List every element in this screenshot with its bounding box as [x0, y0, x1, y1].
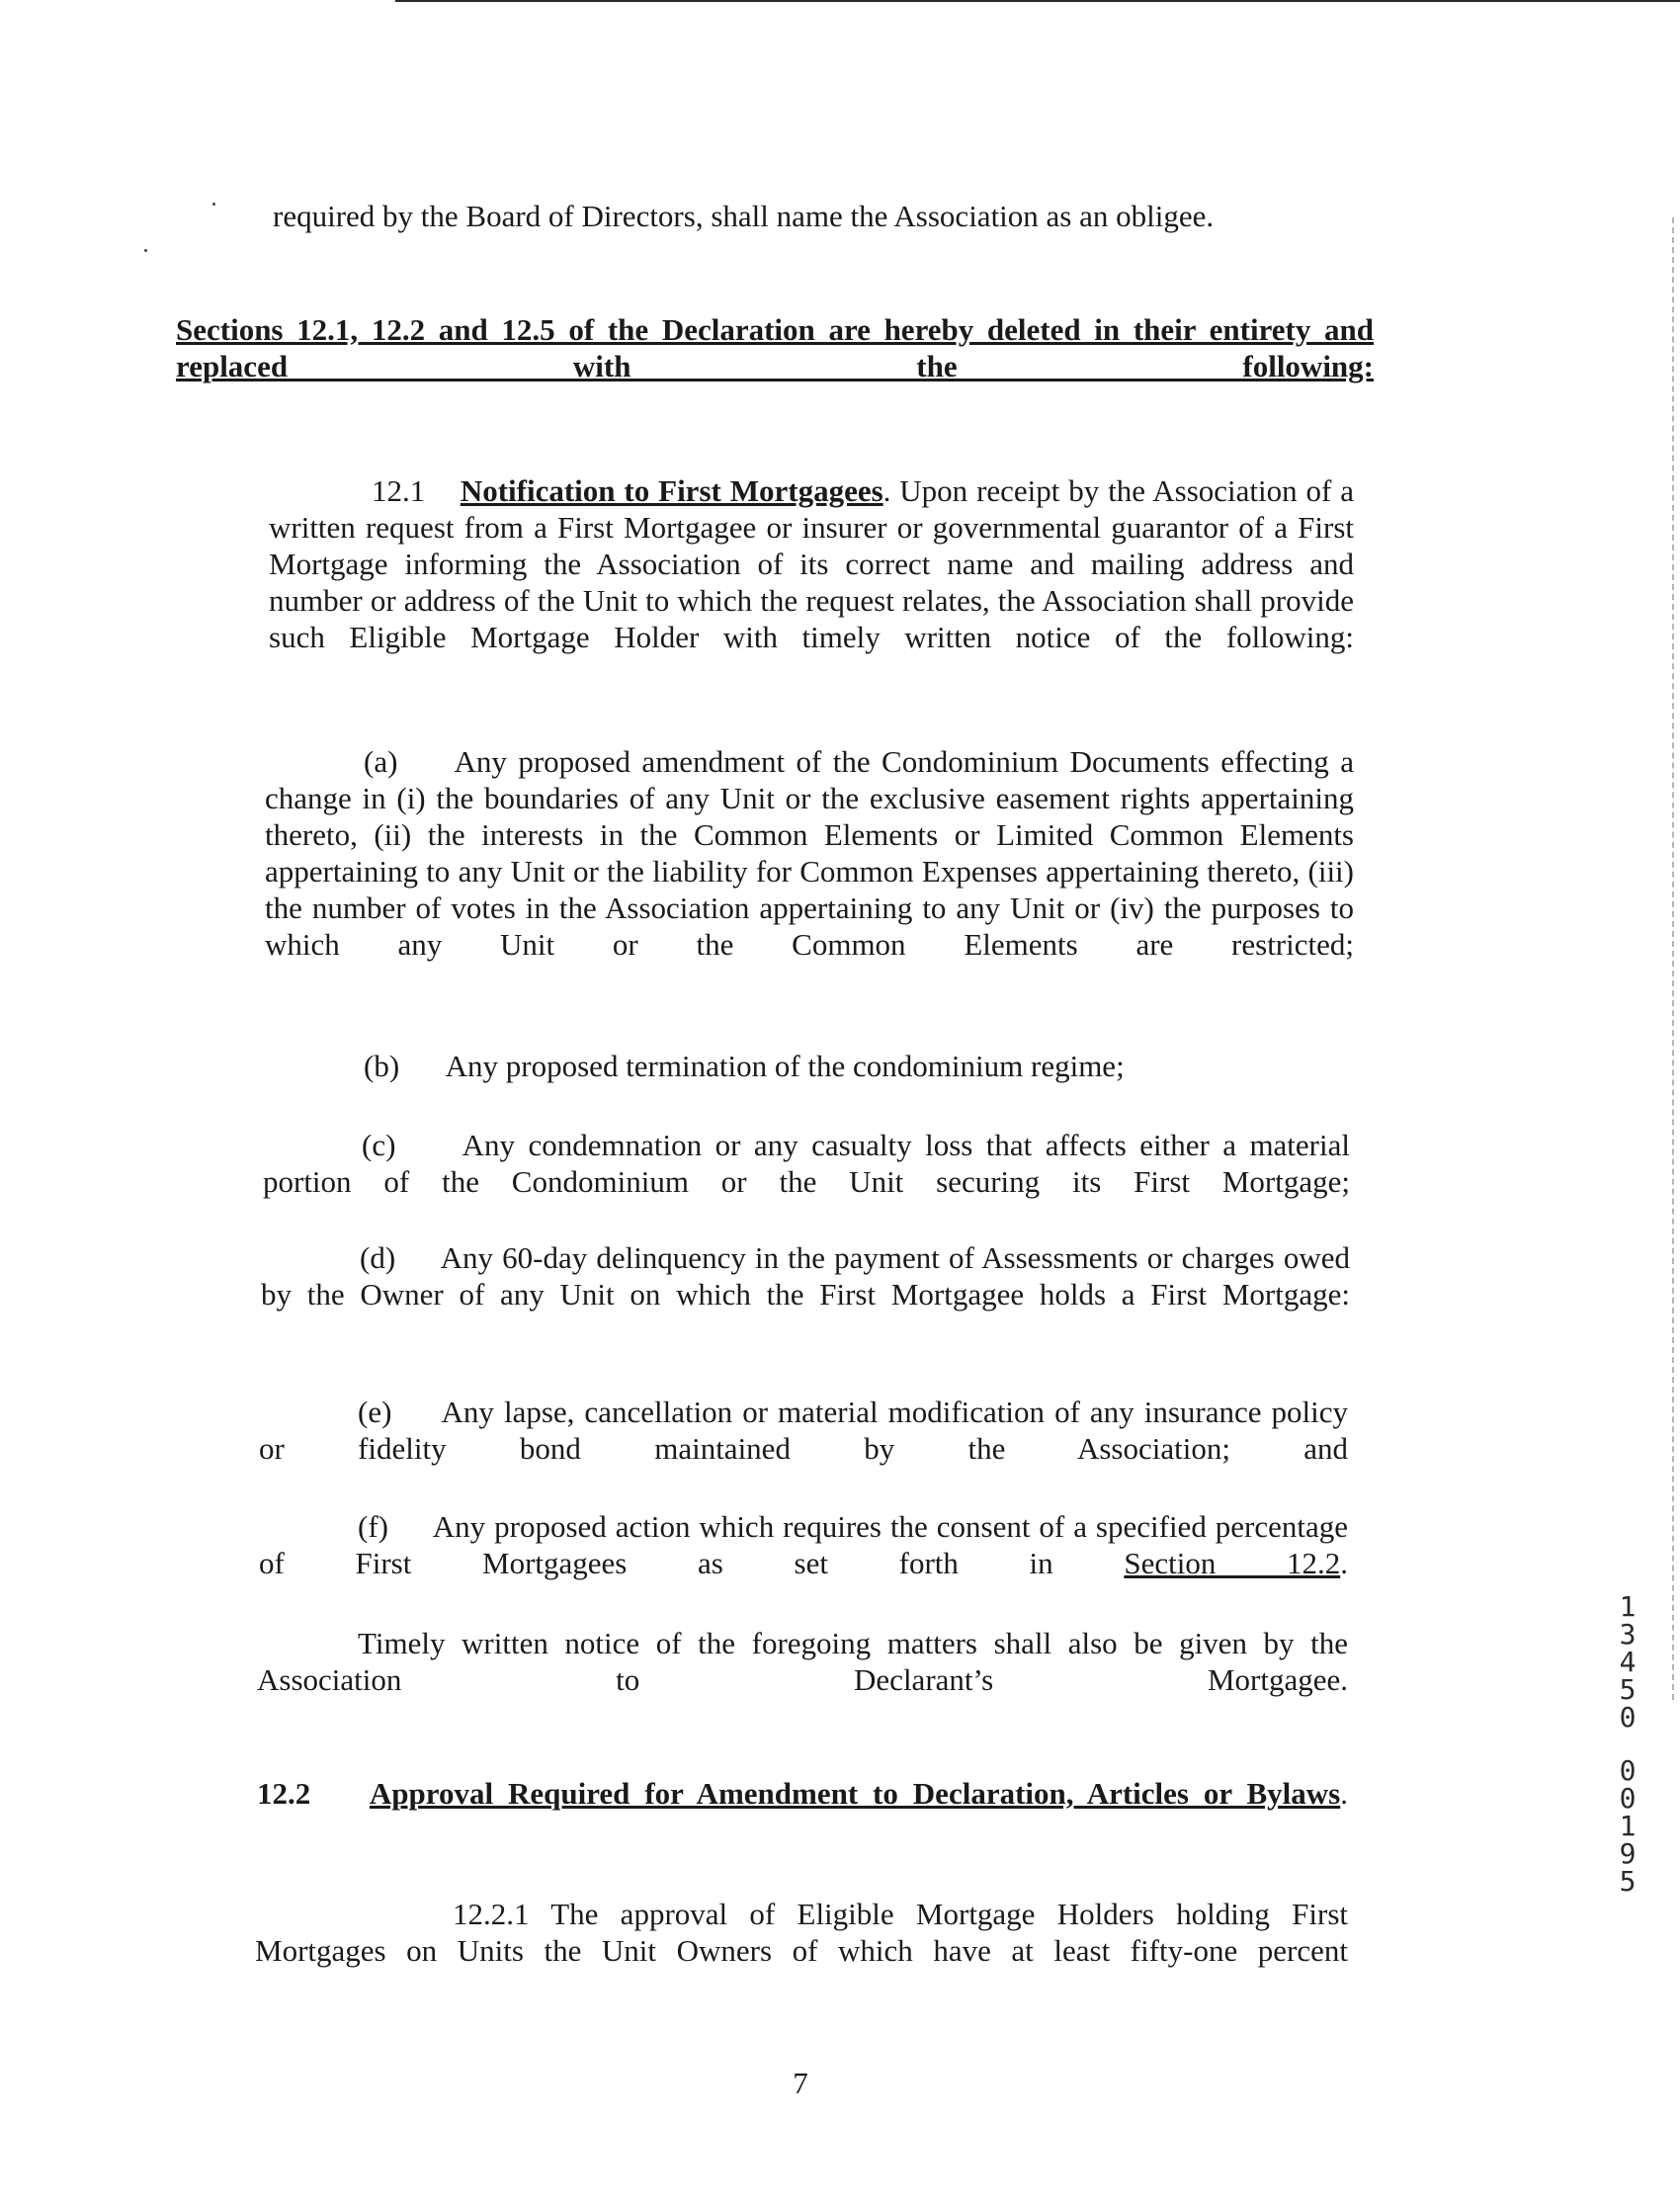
section-number-12-2: 12.2: [257, 1776, 311, 1811]
section-title-12-1: Notification to First Mortgagees: [460, 473, 883, 508]
list-item-d: [261, 1239, 1350, 1313]
paragraph-12-2-1: 12.2.1 The approval of Eligible Mortgage Holders holding First Mortgages on Units the Unit Owners of which have at least fifty-one percent: [255, 1897, 1348, 1968]
list-text-c: Any condemnation or any casualty loss that affects either a material portion of the Condominium or the Unit securing its First Mortgage;: [263, 1128, 1350, 1199]
list-item-b: [364, 1048, 1354, 1084]
margin-digit: 5: [1619, 1865, 1637, 1898]
margin-digit: 3: [1619, 1618, 1637, 1651]
list-text-b: Any proposed termination of the condominium regime;: [445, 1049, 1125, 1083]
section-body-12-1: . Upon receipt by the Association of a written request from a First Mortgagee or insurer or governmental guarantor of a First Mortgage informing the Association of its correct name and mailing address and number or address of the Unit to which the request relates, the Association shall provide such Eligible Mortgage Holder with timely written notice of the following:: [269, 473, 1354, 654]
list-item-c: [263, 1127, 1350, 1200]
margin-digit: 0: [1619, 1701, 1637, 1734]
list-label-e: (e): [358, 1395, 392, 1429]
margin-digit: 1: [1619, 1590, 1637, 1623]
section-heading-12-2: [257, 1775, 1348, 1812]
scan-top-rule: [395, 0, 1680, 2]
section-heading: Sections 12.1, 12.2 and 12.5 of the Declaration are hereby deleted in their entirety and replaced with the following:: [176, 312, 1374, 383]
top-continuation-text: required by the Board of Directors, shall name the Association as an obligee.: [273, 199, 1215, 233]
section-12-2-reference: Section 12.2: [1124, 1546, 1341, 1580]
list-label-c: (c): [362, 1128, 396, 1162]
margin-recording-number: [1613, 1590, 1642, 1898]
section-title-12-2: Approval Required for Amendment to Declaration, Articles or Bylaws: [369, 1776, 1341, 1811]
list-tail-f: .: [1340, 1546, 1348, 1580]
list-text-d: Any 60-day delinquency in the payment of Assessments or charges owed by the Owner of any Unit on which the First Mortgagee holds a First Mortgage:: [261, 1240, 1350, 1312]
scan-speck: [212, 203, 215, 206]
section-number-12-1: 12.1: [372, 473, 426, 508]
list-text-f: Any proposed action which requires the consent of a specified percentage of First Mortgagees as set forth in: [259, 1509, 1349, 1580]
list-item-a: [265, 743, 1354, 963]
scan-right-edge: [1670, 217, 1674, 1700]
margin-digit: 4: [1619, 1646, 1637, 1678]
list-label-d: (d): [360, 1240, 396, 1275]
margin-digit: 0: [1619, 1782, 1637, 1815]
list-item-e: [259, 1394, 1348, 1467]
list-label-f: (f): [358, 1509, 388, 1544]
list-label-a: (a): [364, 744, 398, 779]
list-item-f: [259, 1508, 1348, 1581]
margin-digit: 1: [1619, 1810, 1637, 1842]
scan-speck: [144, 249, 147, 252]
timely-notice-paragraph: Timely written notice of the foregoing matters shall also be given by the Association to Declarant’s Mortgagee.: [257, 1626, 1348, 1697]
page-number: 7: [793, 2066, 808, 2100]
list-label-b: (b): [364, 1049, 400, 1083]
list-text-e: Any lapse, cancellation or material modification of any insurance policy or fidelity bond maintained by the Association; and: [259, 1395, 1348, 1466]
list-text-a: Any proposed amendment of the Condominium Documents effecting a change in (i) the boundaries of any Unit or the exclusive easement rights appertaining thereto, (ii) the interests in the Common Elements or Limited Common Elements appertaining to any Unit or the liability for Common Expenses appertaining thereto, (iii) the number of votes in the Association appertaining to any Unit or (iv) the purposes to which any Unit or the Common Elements are restricted;: [265, 744, 1354, 962]
margin-digit: 5: [1619, 1673, 1637, 1706]
margin-digit: 9: [1619, 1837, 1637, 1870]
paragraph-12-1: [269, 472, 1354, 655]
section-title-tail-12-2: .: [1340, 1776, 1348, 1811]
margin-digit: 0: [1619, 1754, 1637, 1787]
